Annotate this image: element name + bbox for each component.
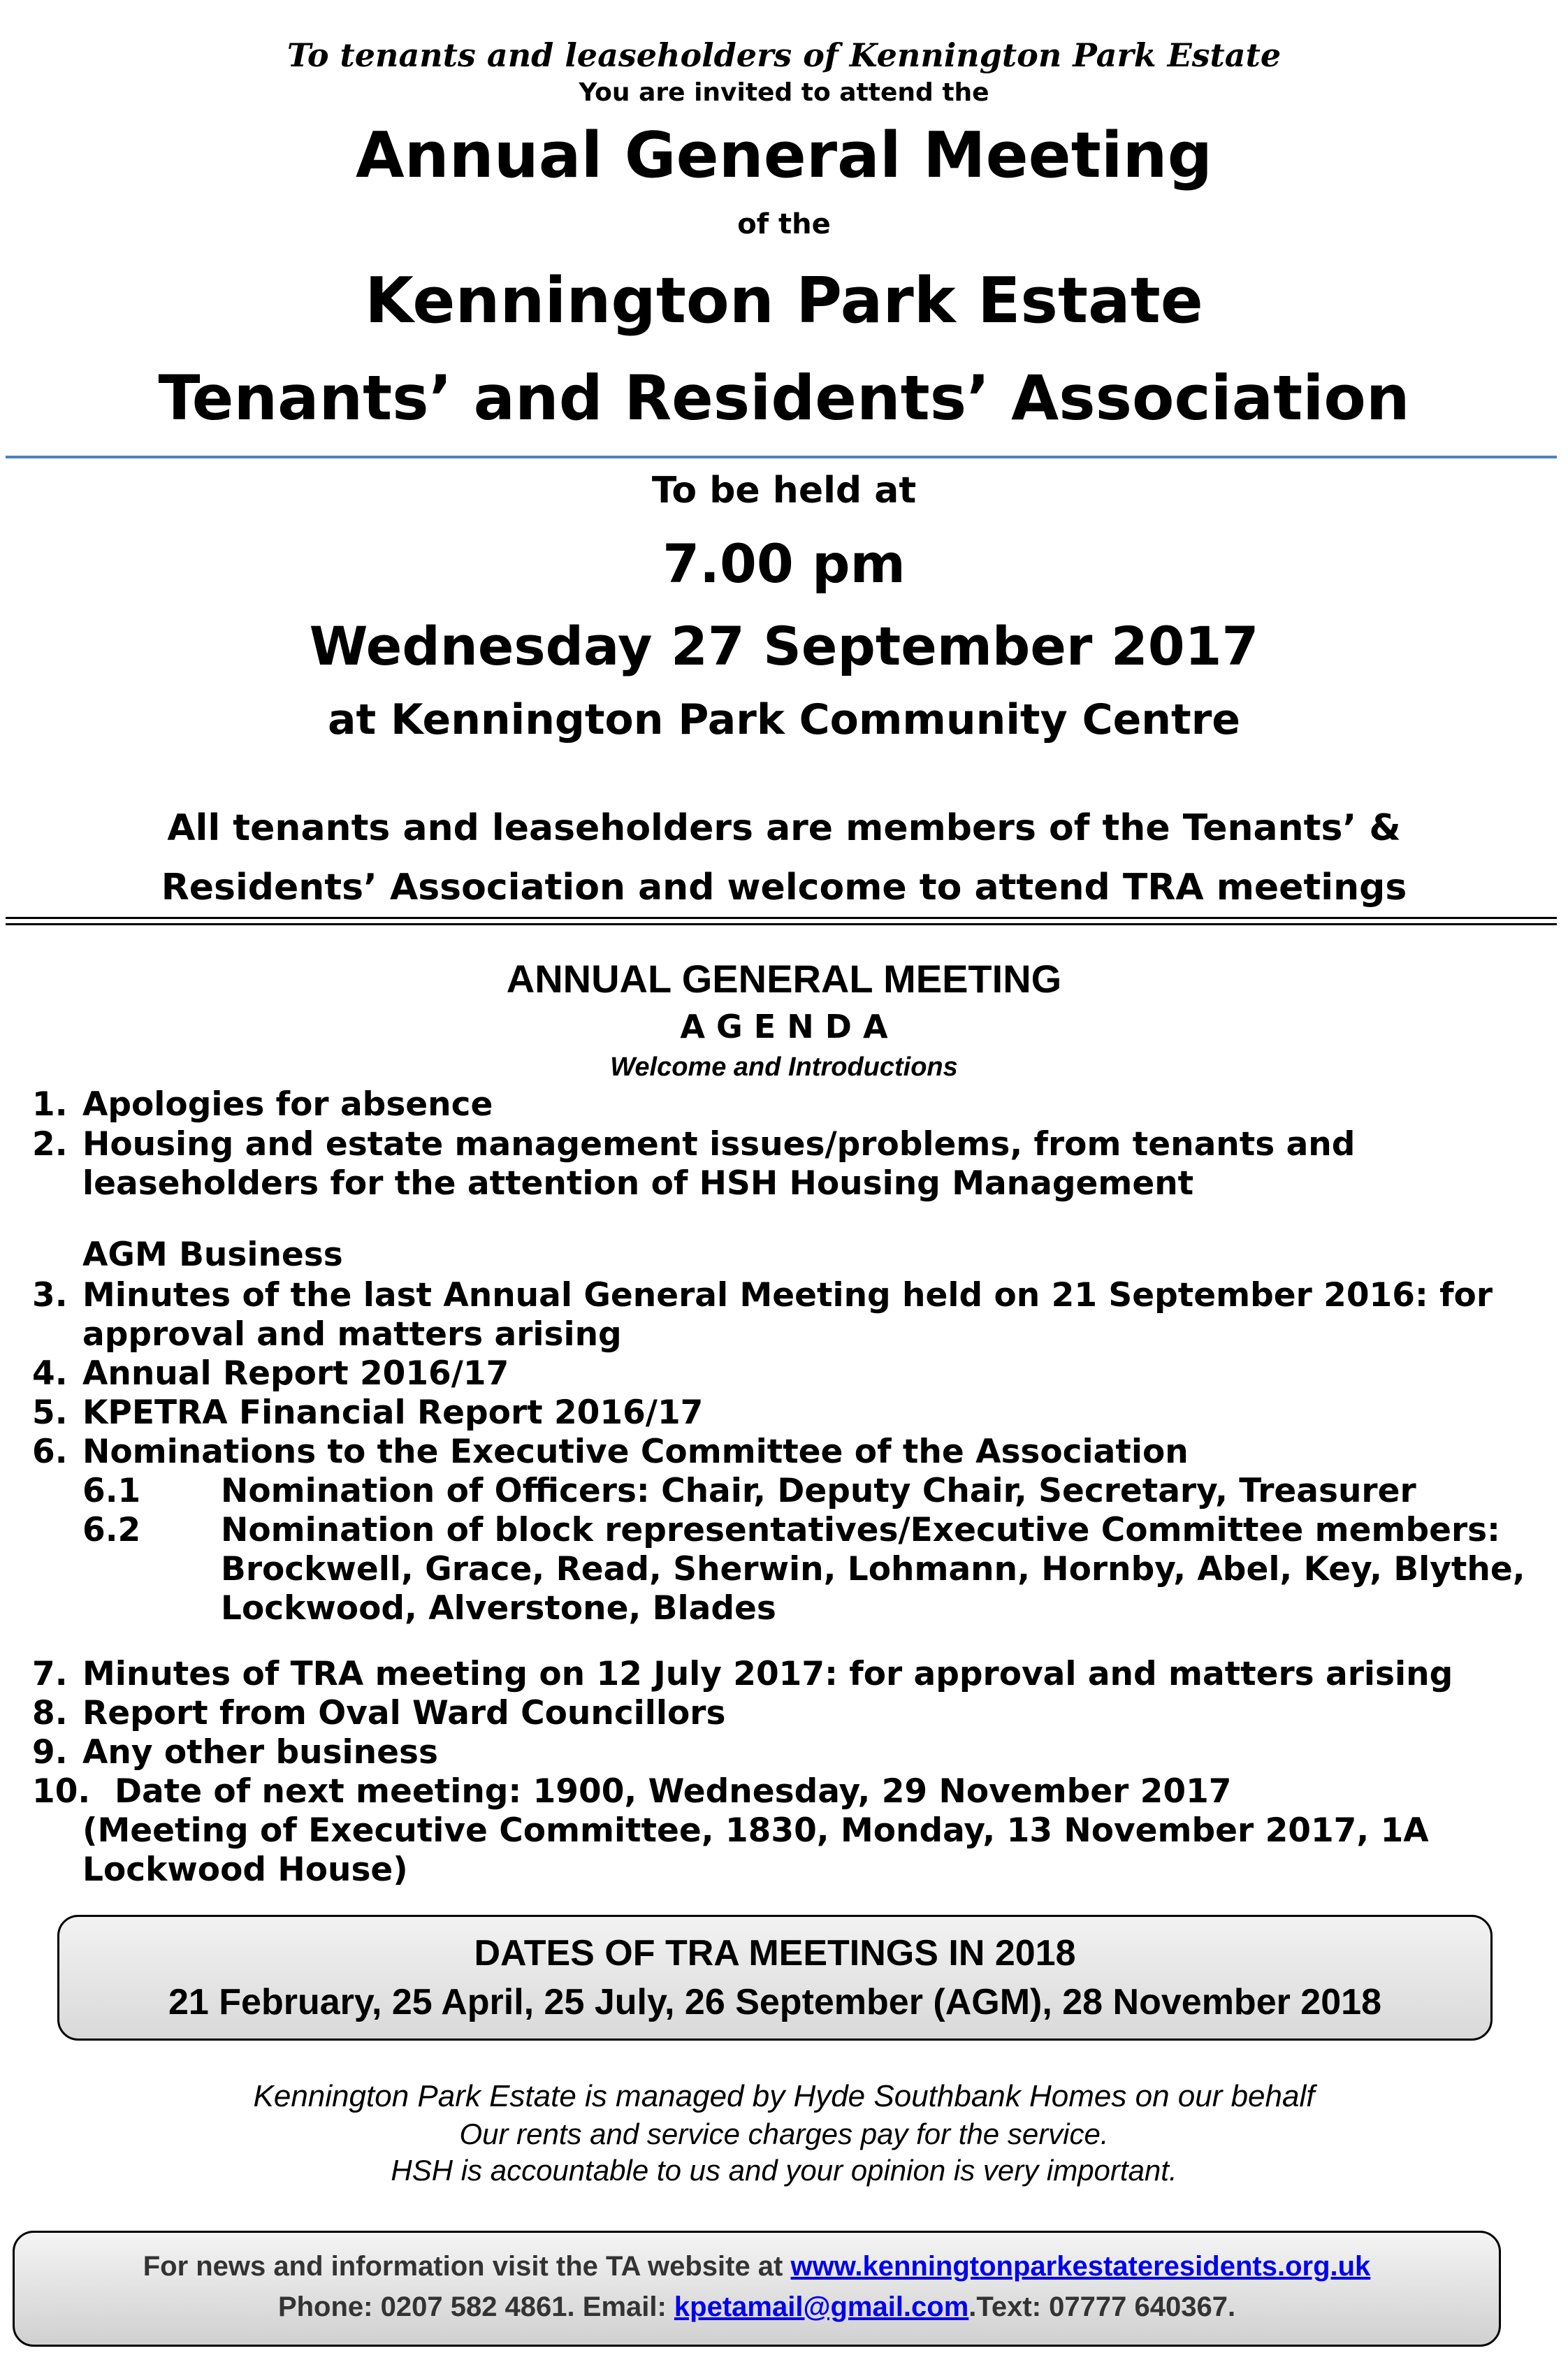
event-time: 7.00 pm bbox=[662, 533, 906, 595]
welcome-line: Welcome and Introductions bbox=[610, 1052, 958, 1082]
meeting-dates-list: 21 February, 25 April, 25 July, 26 September (AGM), 28 November 2018 bbox=[168, 1982, 1381, 2022]
management-line3: HSH is accountable to us and your opinion is very important. bbox=[391, 2154, 1177, 2187]
meeting-dates-heading: DATES OF TRA MEETINGS IN 2018 bbox=[474, 1933, 1076, 1974]
item-text-continued: Lockwood House) bbox=[82, 1851, 408, 1889]
item-text: Nomination of Officers: Chair, Deputy Chair, Secretary, Treasurer bbox=[221, 1472, 1416, 1510]
item-text: Annual Report 2016/17 bbox=[82, 1354, 509, 1393]
contact-line bbox=[15, 2292, 1499, 2323]
website-prefix: For news and information visit the TA website at bbox=[143, 2251, 791, 2282]
item-text: Housing and estate management issues/problems, from tenants and bbox=[82, 1125, 1356, 1164]
management-line2: Our rents and service charges pay for the service. bbox=[459, 2117, 1109, 2150]
invite-line: You are invited to attend the bbox=[579, 78, 989, 107]
item-number: 6.1 bbox=[82, 1472, 141, 1510]
item-text: Nominations to the Executive Committee of the Association bbox=[82, 1433, 1189, 1471]
item-text-continued: leaseholders for the attention of HSH Housing Management bbox=[82, 1164, 1194, 1203]
item-number: 7. bbox=[32, 1655, 68, 1693]
item-number: 2. bbox=[32, 1125, 68, 1164]
org-name-line2: Tenants’ and Residents’ Association bbox=[158, 362, 1410, 434]
item-text-continued: (Meeting of Executive Committee, 1830, Monday, 13 November 2017, 1A bbox=[82, 1811, 1429, 1850]
contact-footer-box bbox=[13, 2231, 1501, 2347]
item-text: Report from Oval Ward Councillors bbox=[82, 1694, 726, 1732]
addressee-line: To tenants and leaseholders of Kennington Park Estate bbox=[286, 36, 1282, 74]
item-number: 6.2 bbox=[82, 1511, 141, 1549]
item-text: KPETRA Financial Report 2016/17 bbox=[82, 1393, 704, 1432]
org-name-line1: Kennington Park Estate bbox=[365, 264, 1203, 338]
item-number: 9. bbox=[32, 1733, 68, 1772]
item-text-continued: Brockwell, Grace, Read, Sherwin, Lohmann, Hornby, Abel, Key, Blythe, bbox=[221, 1550, 1525, 1588]
membership-divider bbox=[6, 917, 1557, 925]
meeting-dates-box bbox=[57, 1915, 1493, 2041]
text-number: .Text: 07777 640367. bbox=[968, 2292, 1236, 2322]
item-text-continued: approval and matters arising bbox=[82, 1315, 622, 1354]
item-number: 3. bbox=[32, 1276, 68, 1315]
item-text: Date of next meeting: 1900, Wednesday, 29 November 2017 bbox=[115, 1772, 1232, 1811]
item-number: 4. bbox=[32, 1354, 68, 1393]
item-number: 6. bbox=[32, 1433, 68, 1471]
item-number: 1. bbox=[32, 1085, 68, 1124]
item-text: Apologies for absence bbox=[82, 1085, 493, 1124]
of-the-line: of the bbox=[737, 208, 831, 240]
website-line bbox=[15, 2251, 1499, 2282]
item-number: 5. bbox=[32, 1393, 68, 1432]
phone-prefix: Phone: 0207 582 4861. Email: bbox=[277, 2292, 674, 2322]
management-line1: Kennington Park Estate is managed by Hyde Southbank Homes on our behalf bbox=[253, 2079, 1315, 2113]
page-title: Annual General Meeting bbox=[355, 119, 1213, 192]
header-divider bbox=[6, 456, 1557, 458]
website-link[interactable]: www.kenningtonparkestateresidents.org.uk bbox=[790, 2251, 1371, 2282]
item-text: Minutes of the last Annual General Meeting held on 21 September 2016: for bbox=[82, 1276, 1493, 1315]
item-text-continued: Lockwood, Alverstone, Blades bbox=[221, 1589, 776, 1628]
email-link[interactable]: kpetamail@gmail.com bbox=[674, 2292, 969, 2322]
section-heading: AGM Business bbox=[82, 1236, 343, 1274]
event-date: Wednesday 27 September 2017 bbox=[309, 615, 1259, 677]
item-number: 8. bbox=[32, 1694, 68, 1732]
agenda-subheading: A G E N D A bbox=[680, 1008, 888, 1045]
item-text: Any other business bbox=[82, 1733, 438, 1772]
event-venue: at Kennington Park Community Centre bbox=[328, 695, 1240, 744]
item-text: Minutes of TRA meeting on 12 July 2017: for approval and matters arising bbox=[82, 1655, 1453, 1693]
item-number: 10. bbox=[32, 1772, 91, 1811]
membership-line2: Residents’ Association and welcome to attend TRA meetings bbox=[161, 867, 1407, 908]
membership-line1: All tenants and leaseholders are members of the Tenants’ & bbox=[167, 807, 1401, 849]
agenda-heading: ANNUAL GENERAL MEETING bbox=[506, 957, 1062, 1001]
held-at-line: To be held at bbox=[651, 470, 917, 512]
item-text: Nomination of block representatives/Executive Committee members: bbox=[221, 1511, 1500, 1549]
